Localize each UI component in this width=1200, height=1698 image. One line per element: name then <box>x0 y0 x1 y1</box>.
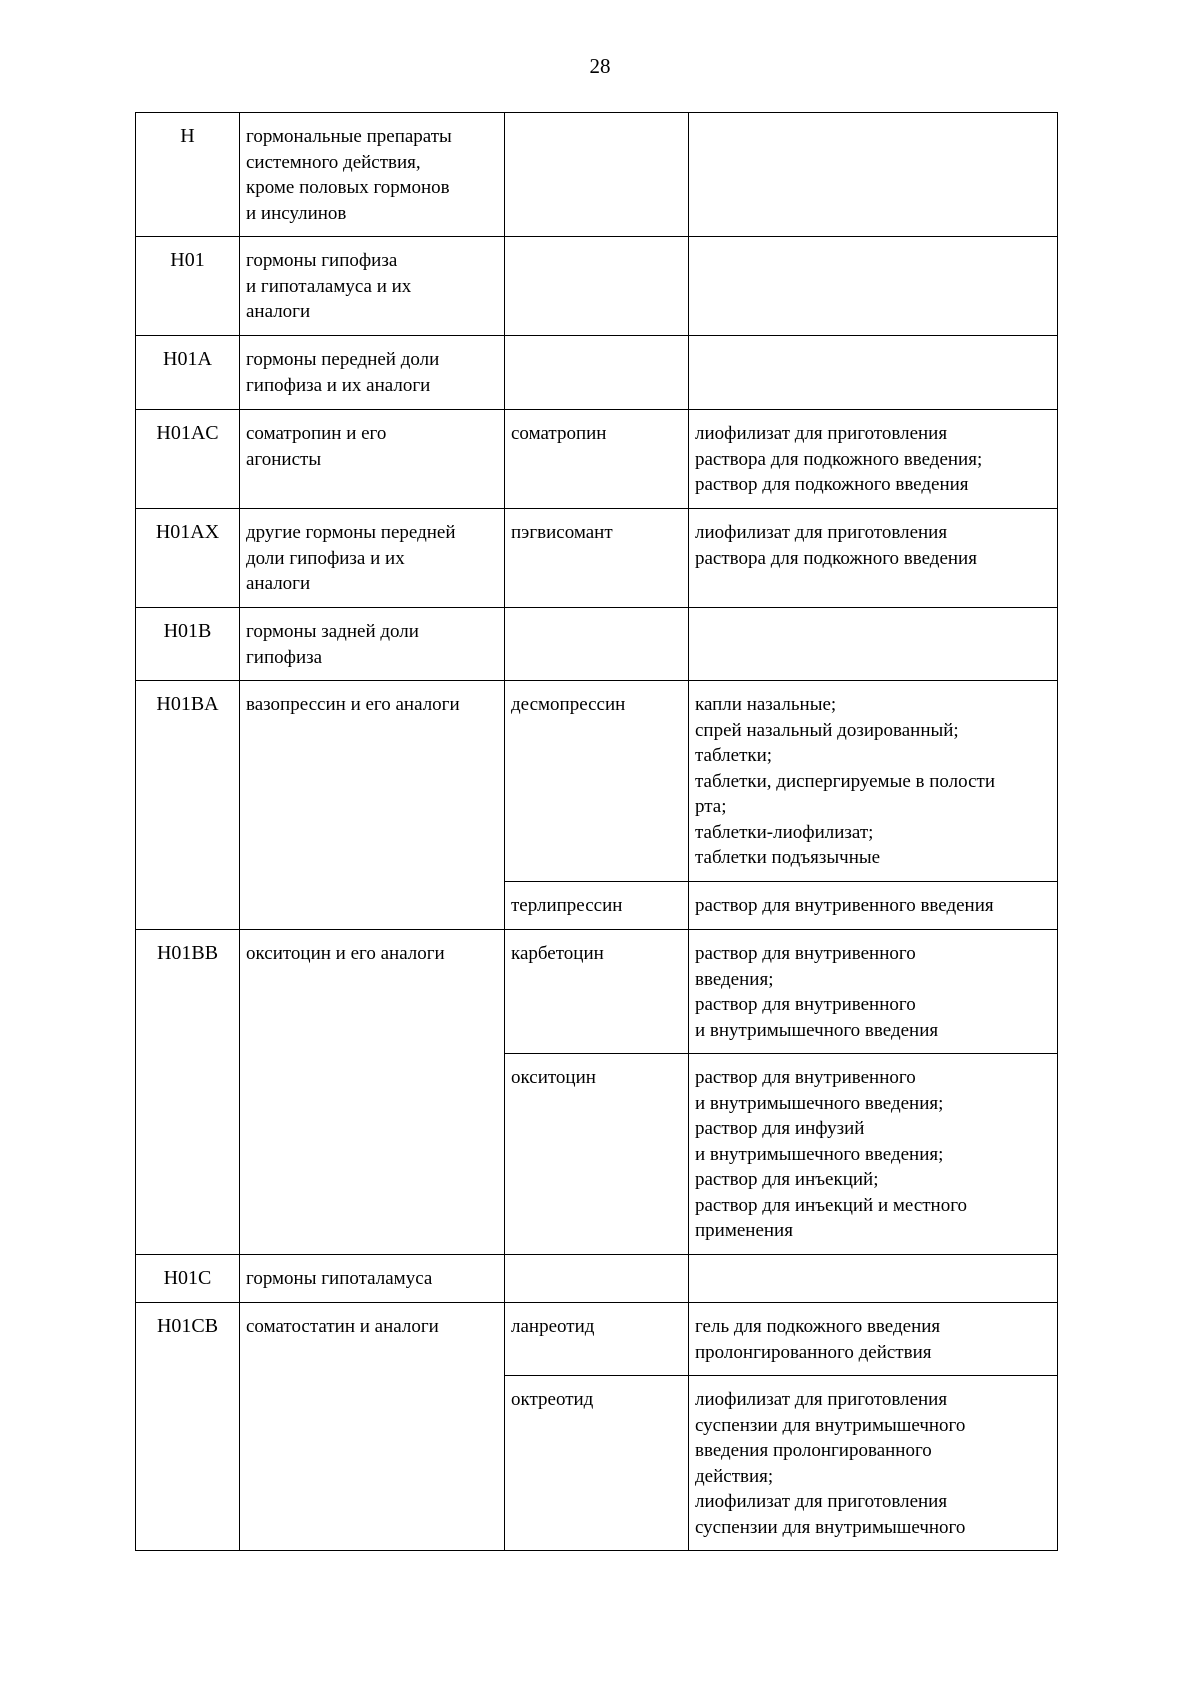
table-row <box>136 681 1058 882</box>
page-number: 28 <box>589 54 611 78</box>
dosage-form-cell: лиофилизат для приготовления раствора для подкожного введения; раствор для подкожного введения <box>689 410 1058 509</box>
drug-name-cell <box>505 608 689 681</box>
dosage-form-cell: раствор для внутривенного введения <box>689 882 1058 930</box>
group-name-cell: гормоны гипофиза и гипоталамуса и их аналоги <box>240 237 505 336</box>
drug-name-cell: десмопрессин <box>505 681 689 882</box>
atc-code-cell: H01BB <box>136 930 240 1255</box>
atc-code-cell: H <box>136 113 240 237</box>
dosage-form-cell <box>689 237 1058 336</box>
dosage-form-cell: капли назальные; спрей назальный дозированный; таблетки; таблетки, диспергируемые в полости рта; таблетки-лиофилизат; таблетки подъязычные <box>689 681 1058 882</box>
drug-name-cell: ланреотид <box>505 1303 689 1376</box>
table-row <box>136 1303 1058 1376</box>
dosage-form-cell <box>689 336 1058 410</box>
drug-name-cell: пэгвисомант <box>505 509 689 608</box>
group-name-cell: соматостатин и аналоги <box>240 1303 505 1551</box>
drug-name-cell: терлипрессин <box>505 882 689 930</box>
drug-name-cell <box>505 336 689 410</box>
dosage-form-cell: раствор для внутривенного введения; раствор для внутривенного и внутримышечного введения <box>689 930 1058 1054</box>
dosage-form-cell: лиофилизат для приготовления раствора для подкожного введения <box>689 509 1058 608</box>
atc-code-cell: H01A <box>136 336 240 410</box>
drug-classification-table <box>135 112 1058 1551</box>
table-row <box>136 113 1058 237</box>
atc-code-cell: H01BA <box>136 681 240 930</box>
table-row <box>136 237 1058 336</box>
group-name-cell: гормональные препараты системного действия, кроме половых гормонов и инсулинов <box>240 113 505 237</box>
dosage-form-cell <box>689 1255 1058 1303</box>
table-row <box>136 336 1058 410</box>
group-name-cell: вазопрессин и его аналоги <box>240 681 505 930</box>
group-name-cell: соматропин и его агонисты <box>240 410 505 509</box>
dosage-form-cell <box>689 113 1058 237</box>
group-name-cell: гормоны задней доли гипофиза <box>240 608 505 681</box>
atc-code-cell: H01C <box>136 1255 240 1303</box>
atc-code-cell: H01AC <box>136 410 240 509</box>
group-name-cell: другие гормоны передней доли гипофиза и их аналоги <box>240 509 505 608</box>
group-name-cell: гормоны передней доли гипофиза и их аналоги <box>240 336 505 410</box>
table-row <box>136 509 1058 608</box>
atc-code-cell: H01B <box>136 608 240 681</box>
drug-name-cell <box>505 237 689 336</box>
drug-name-cell: октреотид <box>505 1376 689 1551</box>
table-row <box>136 1255 1058 1303</box>
dosage-form-cell: гель для подкожного введения пролонгированного действия <box>689 1303 1058 1376</box>
table-row <box>136 410 1058 509</box>
drug-name-cell: соматропин <box>505 410 689 509</box>
atc-code-cell: H01CB <box>136 1303 240 1551</box>
dosage-form-cell: раствор для внутривенного и внутримышечного введения; раствор для инфузий и внутримышечного введения; раствор для инъекций; раствор для инъекций и местного применения <box>689 1054 1058 1255</box>
drug-name-cell: карбетоцин <box>505 930 689 1054</box>
table-row <box>136 608 1058 681</box>
drug-name-cell <box>505 113 689 237</box>
group-name-cell: окситоцин и его аналоги <box>240 930 505 1255</box>
group-name-cell: гормоны гипоталамуса <box>240 1255 505 1303</box>
dosage-form-cell: лиофилизат для приготовления суспензии для внутримышечного введения пролонгированного действия; лиофилизат для приготовления суспензии для внутримышечного <box>689 1376 1058 1551</box>
atc-code-cell: H01AX <box>136 509 240 608</box>
table-row <box>136 930 1058 1054</box>
atc-code-cell: H01 <box>136 237 240 336</box>
dosage-form-cell <box>689 608 1058 681</box>
drug-name-cell <box>505 1255 689 1303</box>
drug-name-cell: окситоцин <box>505 1054 689 1255</box>
